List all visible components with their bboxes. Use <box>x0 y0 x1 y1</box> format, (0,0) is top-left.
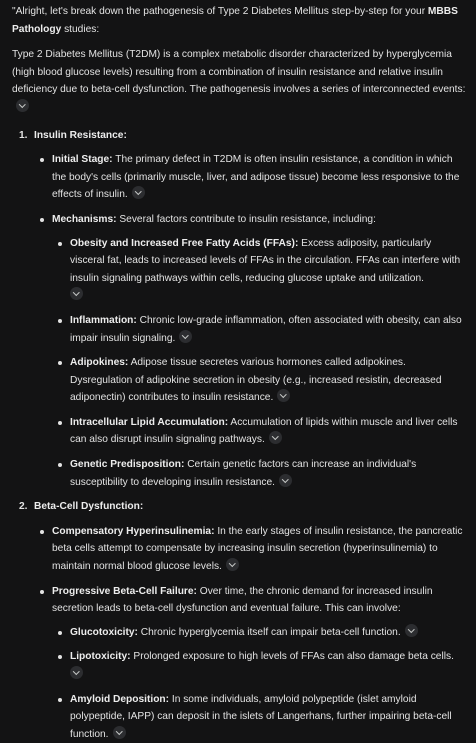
section-items <box>34 151 468 491</box>
sub-item-text: Certain genetic factors can increase an individual's susceptibility to developing insulin resistance. <box>70 459 417 488</box>
list-item <box>34 151 468 204</box>
sub-item-title: Amyloid Deposition: <box>70 693 170 705</box>
chevron-down-icon[interactable] <box>113 726 126 739</box>
chevron-down-icon[interactable] <box>269 431 282 444</box>
item-text: Several factors contribute to insulin resistance, including: <box>116 213 376 225</box>
sub-items <box>52 624 468 743</box>
chevron-down-icon[interactable] <box>405 624 418 637</box>
chevron-down-icon[interactable] <box>70 666 83 679</box>
intro-paragraph <box>12 3 468 38</box>
list-item <box>34 211 468 491</box>
sub-item-title: Inflammation: <box>70 314 137 326</box>
sub-item-text: Prolonged exposure to high levels of FFAs can also damage beta cells. <box>130 651 454 663</box>
sub-item-text: Excess adiposity, particularly visceral fat, leads to increased levels of FFAs in the circulation. FFAs can interfere with insulin signaling pathways within cells, reducing glucose uptake and utilization. <box>70 237 461 284</box>
list-item <box>34 583 468 743</box>
sub-item-title: Glucotoxicity: <box>70 626 138 638</box>
sub-item-text: Adipose tissue secretes various hormones called adipokines. Dysregulation of adipokine secretion in obesity (e.g., increased resistin, decreased adiponectin) contributes to insulin resistance. <box>70 357 442 404</box>
chevron-down-icon[interactable] <box>279 474 292 487</box>
chevron-down-icon[interactable] <box>179 330 192 343</box>
sub-list-item <box>52 648 468 683</box>
item-text: Over time, the chronic demand for increased insulin secretion leads to beta-cell dysfunction and eventual failure. This can involve: <box>52 585 433 615</box>
sub-item-text: Chronic hyperglycemia itself can impair beta-cell function. <box>137 626 401 638</box>
sub-items <box>52 235 468 492</box>
sub-list-item <box>52 456 468 491</box>
intro-bold: MBBS Pathology <box>12 6 458 35</box>
sub-list-item <box>52 691 468 743</box>
section-items <box>34 523 468 743</box>
intro-text: "Alright, let's break down the pathogenesis of Type 2 Diabetes Mellitus step-by-step for your <box>12 6 428 17</box>
sub-item-title: Lipotoxicity: <box>70 651 131 663</box>
section-insulin-resistance <box>12 127 468 492</box>
lead-text: Type 2 Diabetes Mellitus (T2DM) is a complex metabolic disorder characterized by hyperglycemia (high blood glucose levels) resulting from a combination of insulin resistance and relative insulin deficiency due to beta-cell dysfunction. The pathogenesis involves a series of interconnected events: <box>12 49 466 96</box>
sub-item-text: In some individuals, amyloid polypeptide (islet amyloid polypeptide, IAPP) can deposit in the islets of Langerhans, further impairing beta-cell function. <box>70 693 452 740</box>
sub-item-text: Chronic low-grade inflammation, often associated with obesity, can also impair insulin signaling. <box>70 314 462 344</box>
chevron-down-icon[interactable] <box>226 558 239 571</box>
section-beta-cell-dysfunction <box>12 498 468 743</box>
item-text: In the early stages of insulin resistance, the pancreatic beta cells attempt to compensate by increasing insulin secretion (hyperinsulinemia) to maintain normal blood glucose levels. <box>52 525 463 573</box>
sub-item-title: Intracellular Lipid Accumulation: <box>70 416 229 428</box>
chevron-down-icon[interactable] <box>16 99 29 112</box>
sub-list-item <box>52 312 468 347</box>
section-title: Insulin Resistance: <box>34 129 127 141</box>
lead-paragraph <box>12 46 468 116</box>
sections-list <box>12 127 468 743</box>
sub-list-item <box>52 235 468 305</box>
sub-item-text: Accumulation of lipids within muscle and liver cells can also disrupt insulin signaling pathways. <box>70 416 458 446</box>
chevron-down-icon[interactable] <box>277 389 290 402</box>
section-title: Beta-Cell Dysfunction: <box>34 501 144 513</box>
intro-tail: studies: <box>61 23 100 35</box>
item-title: Compensatory Hyperinsulinemia: <box>52 525 215 537</box>
item-title: Mechanisms: <box>52 213 117 225</box>
section-number: 2. <box>19 501 28 513</box>
sub-item-title: Genetic Predisposition: <box>70 459 185 471</box>
sub-list-item <box>52 354 468 407</box>
item-title: Progressive Beta-Cell Failure: <box>52 585 197 597</box>
sub-item-title: Obesity and Increased Free Fatty Acids (FFAs): <box>70 237 299 249</box>
list-item <box>34 523 468 576</box>
chevron-down-icon[interactable] <box>132 186 145 199</box>
item-text: The primary defect in T2DM is often insulin resistance, a condition in which the body's cells (primarily muscle, liver, and adipose tissue) become less responsive to the effects of insulin. <box>52 154 460 201</box>
sub-item-title: Adipokines: <box>70 357 129 369</box>
item-title: Initial Stage: <box>52 154 113 166</box>
sub-list-item <box>52 624 468 642</box>
sub-list-item <box>52 414 468 449</box>
section-number: 1. <box>19 129 28 141</box>
chevron-down-icon[interactable] <box>70 287 83 300</box>
